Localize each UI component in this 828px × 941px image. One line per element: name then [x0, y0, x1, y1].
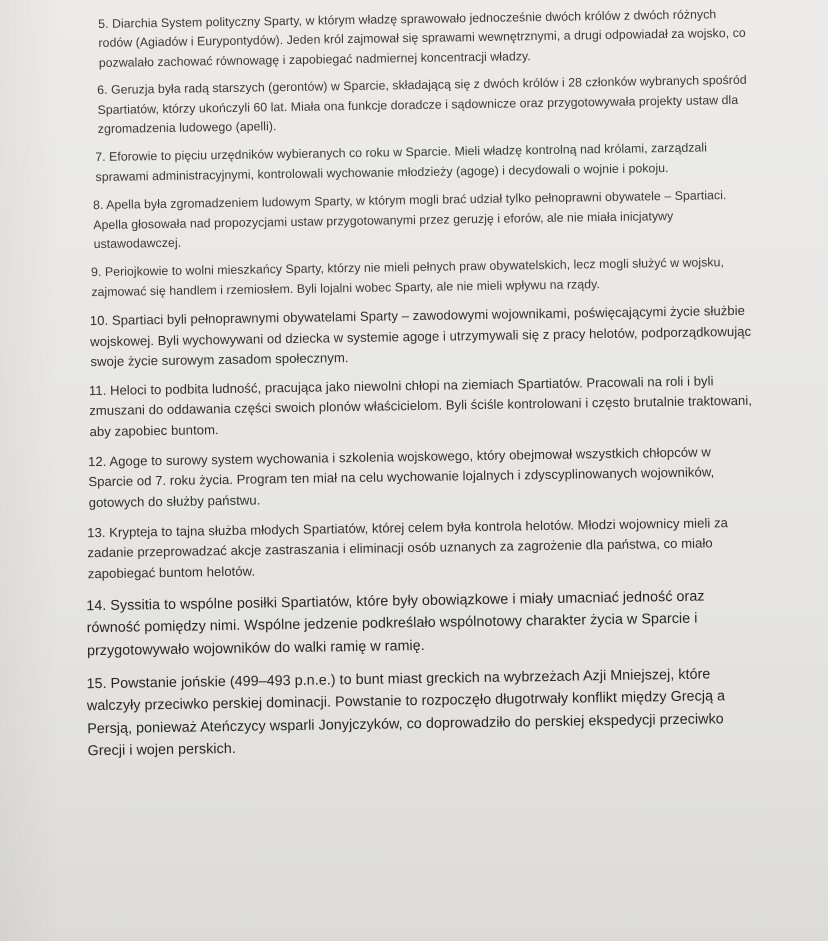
paragraph-eforowie: 7. Eforowie to pięciu urzędników wybieranych co roku w Sparcie. Mieli władzę kontrolną nad królami, zarządzali sprawami administracyjnymi, kontrolowali wychowanie młodzieży (agoge) i decydowali o wojnie i pokoju.	[95, 140, 708, 184]
paragraph-krypteja: 13. Krypteja to tajna służba młodych Spartiatów, której celem była kontrola helotów. Młodzi wojownicy mieli za zadanie przeprowadzać akcje zastraszania i eliminacji osób uznanych za zagrożenie dla państwa, co miało zapobiegać buntom helotów.	[87, 515, 729, 581]
page-shadow	[0, 0, 60, 941]
paragraph-periojkowie: 9. Periojkowie to wolni mieszkańcy Sparty, którzy nie mieli pełnych praw obywatelskich, lecz mogli służyć w wojsku, zajmować się handlem i rzemiosłem. Byli lojalni wobec Sparty, ale nie mieli wpływu na rządy.	[90, 255, 725, 299]
paragraph-agoge: 12. Agoge to surowy system wychowania i szkolenia wojskowego, który obejmował wszystkich chłopców w Sparcie od 7. roku życia. Program ten miał na celu wychowanie lojalnych i zdyscyplinowanych wojowników, gotowych do służby państwu.	[87, 444, 715, 510]
paragraph-spartiaci: 10. Spartiaci byli pełnoprawnymi obywatelami Sparty – zawodowymi wojownikami, poświęcającymi życie służbie wojskowej. Byli wychowywani od dziecka w systemie agoge i utrzymywali się z pracy helotów, podporządkowując swoje życie surowym zasadom społecznym.	[89, 303, 752, 369]
paragraph-powstanie-jonskie: 15. Powstanie jońskie (499–493 p.n.e.) to bunt miast greckich na wybrzeżach Azji Mniejszej, które walczyły przeciwko perskiej dominacji. Powstanie to rozpoczęło długotrwały konflikt między Grecją a Persją, ponieważ Ateńczycy wsparli Jonyjczyków, co doprowadziło do perskiej ekspedycji przeciwko Grecji i wojen perskich.	[86, 666, 726, 760]
paragraph-syssitia: 14. Syssitia to wspólne posiłki Spartiatów, które były obowiązkowe i miały umacniać jedność oraz równość pomiędzy nimi. Wspólne jedzenie podkreślało wspólnotowy charakter życia w Sparcie i przygotowywało wojowników do walki ramię w ramię.	[86, 588, 705, 659]
paragraph-heloci: 11. Heloci to podbita ludność, pracująca jako niewolni chłopi na ziemiach Spartiatów. Pracowali na roli i byli zmuszani do oddawania części swoich plonów właścicielom. Byli ściśle kontrolowani i często brutalnie traktowani, aby zapobiec buntom.	[88, 373, 753, 439]
paragraph-apella: 8. Apella była zgromadzeniem ludowym Sparty, w którym mogli brać udział tylko pełnoprawni obywatele – Spartiaci. Apella głosowała nad propozycjami ustaw przygotowanymi przez geruzję i eforów, ale nie miała inicjatywy ustawodawczej.	[92, 188, 727, 252]
document-text	[76, 5, 764, 763]
paragraph-geruzja: 6. Geruzja była radą starszych (gerontów) w Sparcie, składającą się z dwóch królów i 28 członków wybranych spośród Spartiatów, którzy ukończyli 60 lat. Miała ona funkcje doradcze i sądownicze oraz przygotowywała projekty ustaw dla zgromadzenia ludowego (apelli).	[97, 73, 747, 137]
paragraph-diarchia: 5. Diarchia System polityczny Sparty, w którym władzę sprawowało jednocześnie dwóch królów z dwóch różnych rodów (Agiadów i Eurypontydów). Jeden król zajmował się sprawami wewnętrznymi, a drugi odpowiadał za wojsko, co pozwalało zachować równowagę i zapobiegać nadmiernej koncentracji władzy.	[98, 7, 746, 70]
